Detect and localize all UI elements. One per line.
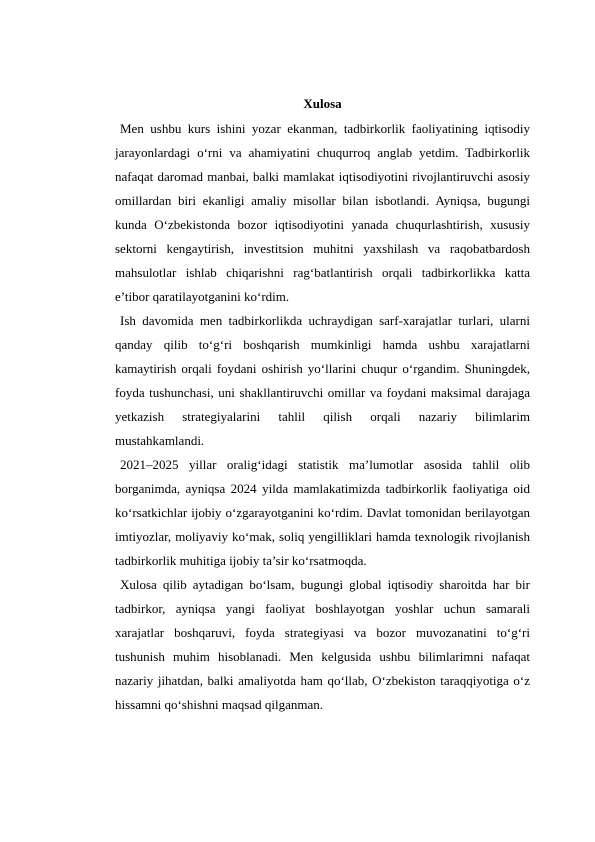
- document-page: [115, 92, 530, 717]
- page-title: Xulosa: [303, 96, 342, 111]
- paragraph-3: 2021–2025 yillar oralig‘idagi statistik ma’lumotlar asosida tahlil olib borganimda, ayniqsa 2024 yilda mamlakatimizda tadbirkorlik faoliyatiga oid ko‘rsatkichlar ijobiy o‘zgarayotganini ko‘rdim. Davlat tomonidan berilayotgan imtiyozlar, moliyaviy ko‘mak, soliq yengilliklari hamda texnologik rivojlanish tadbirkorlik muhitiga ijobiy ta’sir ko‘rsatmoqda.: [115, 457, 530, 568]
- paragraph-2: Ish davomida men tadbirkorlikda uchraydigan sarf-xarajatlar turlari, ularni qanday qilib to‘g‘ri boshqarish mumkinligi hamda ushbu xarajatlarni kamaytirish orqali foydani oshirish yo‘llarini chuqur o‘rgandim. Shuningdek, foyda tushunchasi, uni shakllantiruvchi omillar va foydani maksimal darajaga yetkazish strategiyalarini tahlil qilish orqali nazariy bilimlarim mustahkamlandi.: [115, 313, 530, 448]
- paragraph-1: Men ushbu kurs ishini yozar ekanman, tadbirkorlik faoliyatining iqtisodiy jarayonlardagi o‘rni va ahamiyatini chuqurroq anglab yetdim. Tadbirkorlik nafaqat daromad manbai, balki mamlakat iqtisodiyotini rivojlantiruvchi asosiy omillardan biri ekanligi amaliy misollar bilan isbotlandi. Ayniqsa, bugungi kunda O‘zbekistonda bozor iqtisodiyotini yanada chuqurlashtirish, xususiy sektorni kengaytirish, investitsion muhitni yaxshilash va raqobatbardosh mahsulotlar ishlab chiqarishni rag‘batlantirish orqali tadbirkorlikka katta e’tibor qaratilayotganini ko‘rdim.: [115, 121, 530, 304]
- paragraph-4: Xulosa qilib aytadigan bo‘lsam, bugungi global iqtisodiy sharoitda har bir tadbirkor, ayniqsa yangi faoliyat boshlayotgan yoshlar uchun samarali xarajatlar boshqaruvi, foyda strategiyasi va bozor muvozanatini to‘g‘ri tushunish muhim hisoblanadi. Men kelgusida ushbu bilimlarimni nafaqat nazariy jihatdan, balki amaliyotda ham qo‘llab, O‘zbekiston taraqqiyotiga o‘z hissamni qo‘shishni maqsad qilganman.: [115, 577, 530, 712]
